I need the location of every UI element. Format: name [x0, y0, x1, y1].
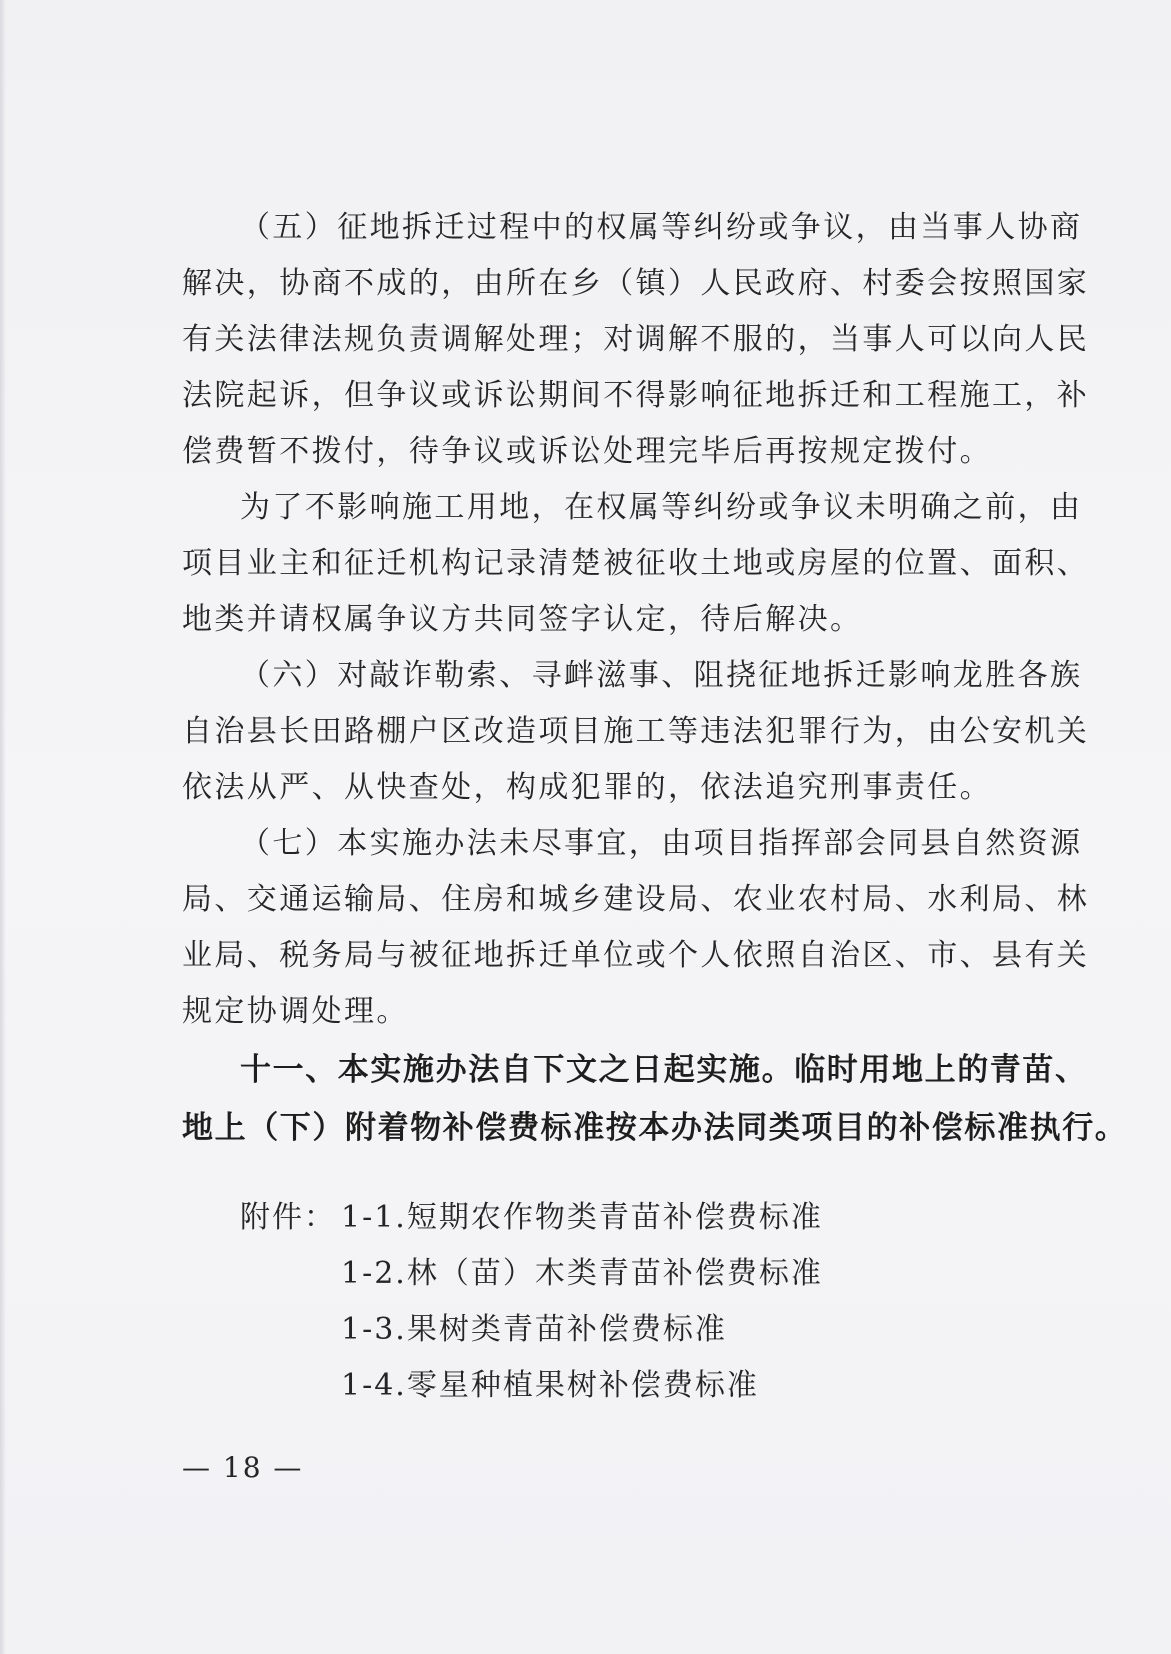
- scan-edge-shadow: [0, 0, 6, 1654]
- text-line: 业局、税务局与被征地拆迁单位或个人依照自治区、市、县有关: [182, 938, 1090, 973]
- text-line: 十一、本实施办法自下文之日起实施。临时用地上的青苗、: [240, 1052, 1088, 1088]
- text-line: 局、交通运输局、住房和城乡建设局、农业农村局、水利局、林: [182, 882, 1090, 917]
- text-line: 项目业主和征迁机构记录清楚被征收土地或房屋的位置、面积、: [182, 546, 1090, 581]
- text-line: 偿费暂不拨付，待争议或诉讼处理完毕后再按规定拨付。: [182, 434, 992, 469]
- attachments-label: 附件：: [240, 1200, 336, 1235]
- text-line: 规定协调处理。: [182, 994, 409, 1029]
- text-line: 自治县长田路棚户区改造项目施工等违法犯罪行为，由公安机关: [182, 714, 1090, 749]
- text-line: （六）对敲诈勒索、寻衅滋事、阻挠征地拆迁影响龙胜各族: [240, 658, 1083, 693]
- attachment-item: 1-2.林（苗）木类青苗补偿费标准: [341, 1256, 823, 1291]
- text-line: （七）本实施办法未尽事宜，由项目指挥部会同县自然资源: [240, 826, 1083, 861]
- text-line: （五）征地拆迁过程中的权属等纠纷或争议，由当事人协商: [240, 210, 1083, 245]
- text-line: 为了不影响施工用地，在权属等纠纷或争议未明确之前，由: [240, 490, 1083, 525]
- text-line: 依法从严、从快查处，构成犯罪的，依法追究刑事责任。: [182, 770, 992, 805]
- page-number: — 18 —: [182, 1451, 304, 1484]
- text-line: 有关法律法规负责调解处理；对调解不服的，当事人可以向人民: [182, 322, 1090, 357]
- text-line: 地上（下）附着物补偿费标准按本办法同类项目的补偿标准执行。: [182, 1110, 1128, 1146]
- text-line: 解决，协商不成的，由所在乡（镇）人民政府、村委会按照国家: [182, 266, 1090, 301]
- attachment-item: 1-3.果树类青苗补偿费标准: [341, 1312, 727, 1347]
- text-line: 法院起诉，但争议或诉讼期间不得影响征地拆迁和工程施工，补: [182, 378, 1090, 413]
- text-line: 地类并请权属争议方共同签字认定，待后解决。: [182, 602, 863, 637]
- attachment-item: 1-1.短期农作物类青苗补偿费标准: [341, 1200, 823, 1235]
- attachment-item: 1-4.零星种植果树补偿费标准: [341, 1368, 759, 1403]
